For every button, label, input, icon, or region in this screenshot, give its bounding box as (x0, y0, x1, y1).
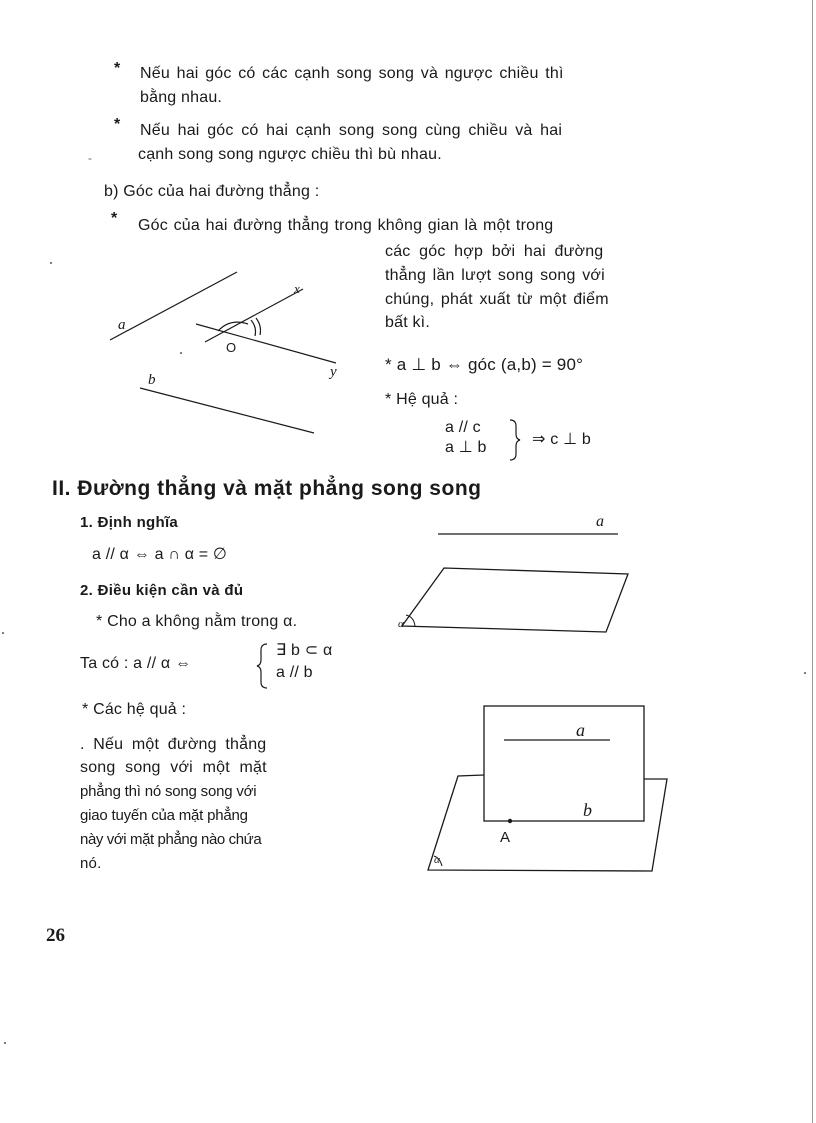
angle-definition-line-2: các góc hợp bởi hai đường (385, 243, 604, 260)
subsection-condition: 2. Điều kiện cần và đủ (80, 582, 244, 599)
bullet-2-line-1: Nếu hai góc có hai cạnh song song cùng chiều và hai (140, 122, 563, 139)
bullet-star: * (114, 60, 121, 77)
fig3-label-a: a (576, 720, 586, 740)
scan-speck (4, 1042, 6, 1044)
condition-exists: ∃ b ⊂ α (276, 642, 333, 659)
condition-parallel: a // b (276, 664, 313, 681)
perpendicular-definition: * a ⊥ b ⇔ góc (a,b) = 90° (385, 355, 584, 374)
definition-formula: a // α ⇔ a ∩ α = ∅ (92, 546, 228, 563)
bullet-star: * (111, 210, 118, 227)
corollary-text-4: giao tuyến của mặt phẳng (80, 807, 248, 824)
corollary-text-1: . Nếu một đường thẳng (80, 736, 267, 753)
angle-definition-line-5: bất kì. (385, 314, 430, 331)
fig3-label-alpha: α (434, 854, 440, 866)
corollary-result: ⇒ c ⊥ b (532, 431, 591, 448)
angle-definition-line-4: chúng, phát xuất từ một điểm (385, 291, 609, 308)
scan-speck (804, 672, 806, 674)
scan-speck (50, 262, 52, 264)
angle-definition-line-3: thẳng lần lượt song song với (385, 267, 605, 284)
condition-brace-icon (255, 642, 269, 690)
section-title: II. Đường thẳng và mặt phẳng song song (52, 477, 482, 500)
margin-mark: - (88, 151, 93, 165)
fig3-label-point-a: A (500, 829, 511, 846)
page-edge (812, 0, 813, 1123)
fig3-label-b: b (583, 800, 593, 820)
corollaries-label: * Các hệ quả : (82, 701, 187, 718)
fig2-label-a: a (596, 513, 605, 530)
scan-speck (2, 632, 4, 634)
page-number: 26 (46, 925, 65, 946)
corollary-text-5: này với mặt phẳng nào chứa (80, 831, 262, 848)
figure-line-parallel-plane (392, 525, 636, 640)
fig2-label-alpha: α (398, 618, 404, 630)
figure-intersecting-planes (420, 700, 672, 876)
corollary-text-6: nó. (80, 855, 102, 872)
angle-definition-line-1: Góc của hai đường thẳng trong không gian là một trong (138, 217, 554, 234)
corollary-text-3: phẳng thì nó song song với (80, 783, 257, 800)
corollary-condition-2: a ⊥ b (445, 439, 487, 456)
corollary-condition-1: a // c (445, 419, 481, 436)
bullet-2-line-2: cạnh song song ngược chiều thì bù nhau. (138, 146, 442, 163)
condition-equivalence: Ta có : a // α ⇔ (80, 655, 192, 672)
corollary-brace-icon (508, 418, 522, 462)
bullet-1-line-1: Nếu hai góc có các cạnh song song và ngược chiều thì (140, 65, 564, 82)
fig1-label-y: y (330, 364, 337, 380)
corollary-text-2: song song với một mặt (80, 759, 267, 776)
fig1-label-o: O (226, 340, 237, 355)
bullet-star: * (114, 116, 121, 133)
fig1-label-b: b (148, 372, 156, 388)
fig1-dot (180, 352, 182, 354)
corollary-label: * Hệ quả : (385, 391, 459, 408)
bullet-1-line-2: bằng nhau. (140, 89, 223, 106)
subsection-definition: 1. Định nghĩa (80, 514, 179, 531)
fig1-label-x: x (294, 281, 300, 296)
condition-line: * Cho a không nằm trong α. (96, 613, 298, 630)
fig1-label-a: a (118, 317, 126, 333)
subsection-b: b) Góc của hai đường thẳng : (104, 183, 320, 200)
